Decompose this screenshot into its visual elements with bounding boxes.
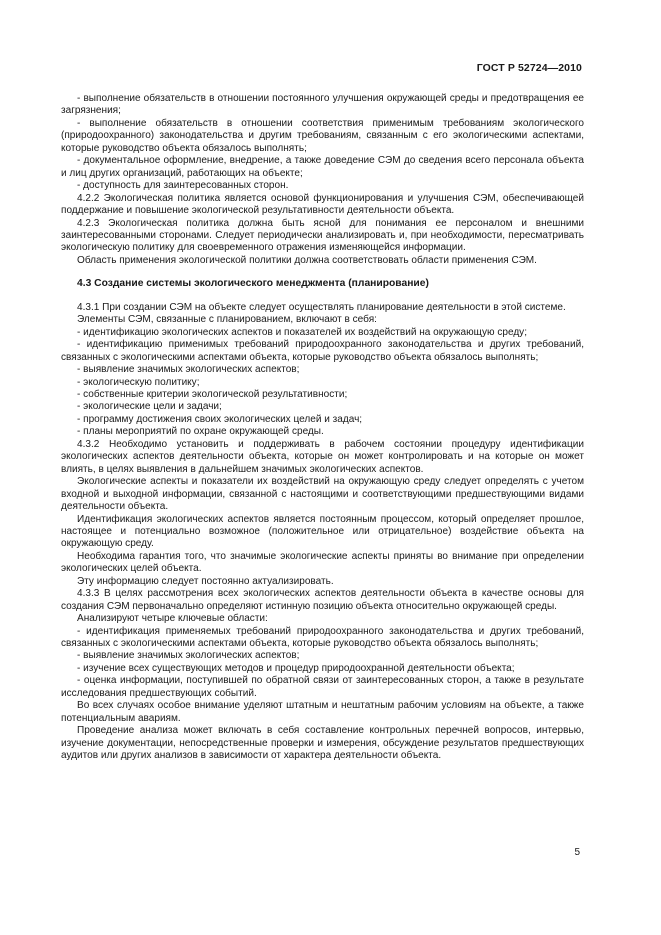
paragraph: 4.2.2 Экологическая политика является основой функционирования и улучшения СЭМ, обеспечивающей поддержание и повышение экологической результативности деятельности объекта. <box>61 192 584 217</box>
paragraph: Во всех случаях особое внимание уделяют штатным и нештатным рабочим условиям на объекте, а также потенциальным авариям. <box>61 700 584 724</box>
paragraph: 4.3.1 При создании СЭМ на объекте следует осуществлять планирование деятельности в этой системе. <box>77 301 566 313</box>
paragraph: - собственные критерии экологической результативности; <box>77 388 348 400</box>
paragraph: Проведение анализа может включать в себя составление контрольных перечней вопросов, интервью, изучение документации, непосредственные проверки и измерения, обсуждение результатов предшествующих аудитов или других анализов в зависимости от характера деятельности объекта. <box>61 725 584 762</box>
paragraph: Область применения экологической политики должна соответствовать области применения СЭМ. <box>77 254 537 266</box>
paragraph: - выполнение обязательств в отношении постоянного улучшения окружающей среды и предотвращения ее загрязнения; <box>61 93 584 117</box>
paragraph: - документальное оформление, внедрение, а также доведение СЭМ до сведения всего персонала объекта и лиц других организаций, работающих на объекте; <box>61 155 584 179</box>
paragraph: - изучение всех существующих методов и процедур природоохранной деятельности объекта; <box>77 662 515 674</box>
paragraph: Экологические аспекты и показатели их воздействий на окружающую среду следует определять с учетом входной и выходной информации, связанной с настоящими и соответствующими предшествующими видами деятельности объекта. <box>61 476 584 513</box>
paragraph: Необходима гарантия того, что значимые экологические аспекты приняты во внимание при определении экологических целей объекта. <box>61 550 584 575</box>
paragraph: - идентификацию экологических аспектов и показателей их воздействий на окружающую среду; <box>77 326 527 338</box>
paragraph: 4.3.2 Необходимо установить и поддерживать в рабочем состоянии процедуру идентификации экологических аспектов деятельности объекта, которые он может контролировать и на которые он может влиять, в целях выявления в дальнейшем значимых экологических аспектов. <box>61 438 584 475</box>
paragraph: - планы мероприятий по охране окружающей среды. <box>77 426 324 438</box>
spacer <box>61 267 584 278</box>
paragraph: Эту информацию следует постоянно актуализировать. <box>77 575 334 587</box>
section-title: 4.3 Создание системы экологического менеджмента (планирование) <box>77 278 429 290</box>
paragraph: Анализируют четыре ключевые области: <box>77 613 268 625</box>
paragraph: - идентификация применяемых требований природоохранного законодательства и других требований, связанных с экологическими аспектами объекта, которые руководство объекта обязалось выполнять; <box>61 625 584 650</box>
paragraph: - экологическую политику; <box>77 376 200 388</box>
paragraph: Идентификация экологических аспектов является постоянным процессом, который определяет прошлое, настоящее и потенциально возможное (положительное или отрицательное) воздействие объекта на окружающую среду. <box>61 513 584 550</box>
paragraph: - идентификацию применимых требований природоохранного законодательства и других требований, связанных с экологическими аспектами объекта, которые руководство объекта обязалось выполнять; <box>61 339 584 363</box>
document-id-header: ГОСТ Р 52724—2010 <box>476 62 582 74</box>
paragraph: - выполнение обязательств в отношении соответствия применимым требованиям экологического (природоохранного) законодательства и другим требованиям, связанным с его экологическими аспектами, которые руководство объекта обязалось выполнять; <box>61 117 584 154</box>
paragraph: - экологические цели и задачи; <box>77 401 222 413</box>
document-body <box>61 93 584 763</box>
paragraph: - оценка информации, поступившей по обратной связи от заинтересованных сторон, а также в результате исследования предшествующих событий. <box>61 675 584 699</box>
spacer <box>61 291 584 302</box>
paragraph: - доступность для заинтересованных сторон. <box>77 180 289 192</box>
paragraph: 4.3.3 В целях рассмотрения всех экологических аспектов деятельности объекта в качестве основы для создания СЭМ первоначально определяют истинную позицию объекта относительно окружающей среды. <box>61 588 584 612</box>
paragraph: - выявление значимых экологических аспектов; <box>77 364 300 376</box>
paragraph: Элементы СЭМ, связанные с планированием, включают в себя: <box>77 314 377 326</box>
paragraph: - программу достижения своих экологических целей и задач; <box>77 413 363 425</box>
page-number: 5 <box>574 847 580 858</box>
paragraph: - выявление значимых экологических аспектов; <box>77 650 300 662</box>
paragraph: 4.2.3 Экологическая политика должна быть ясной для понимания ее персоналом и внешними заинтересованными сторонами. Следует периодически анализировать и, при необходимости, пересматривать экологическую политику для своевременного отражения изменяющейся информации. <box>61 217 584 254</box>
